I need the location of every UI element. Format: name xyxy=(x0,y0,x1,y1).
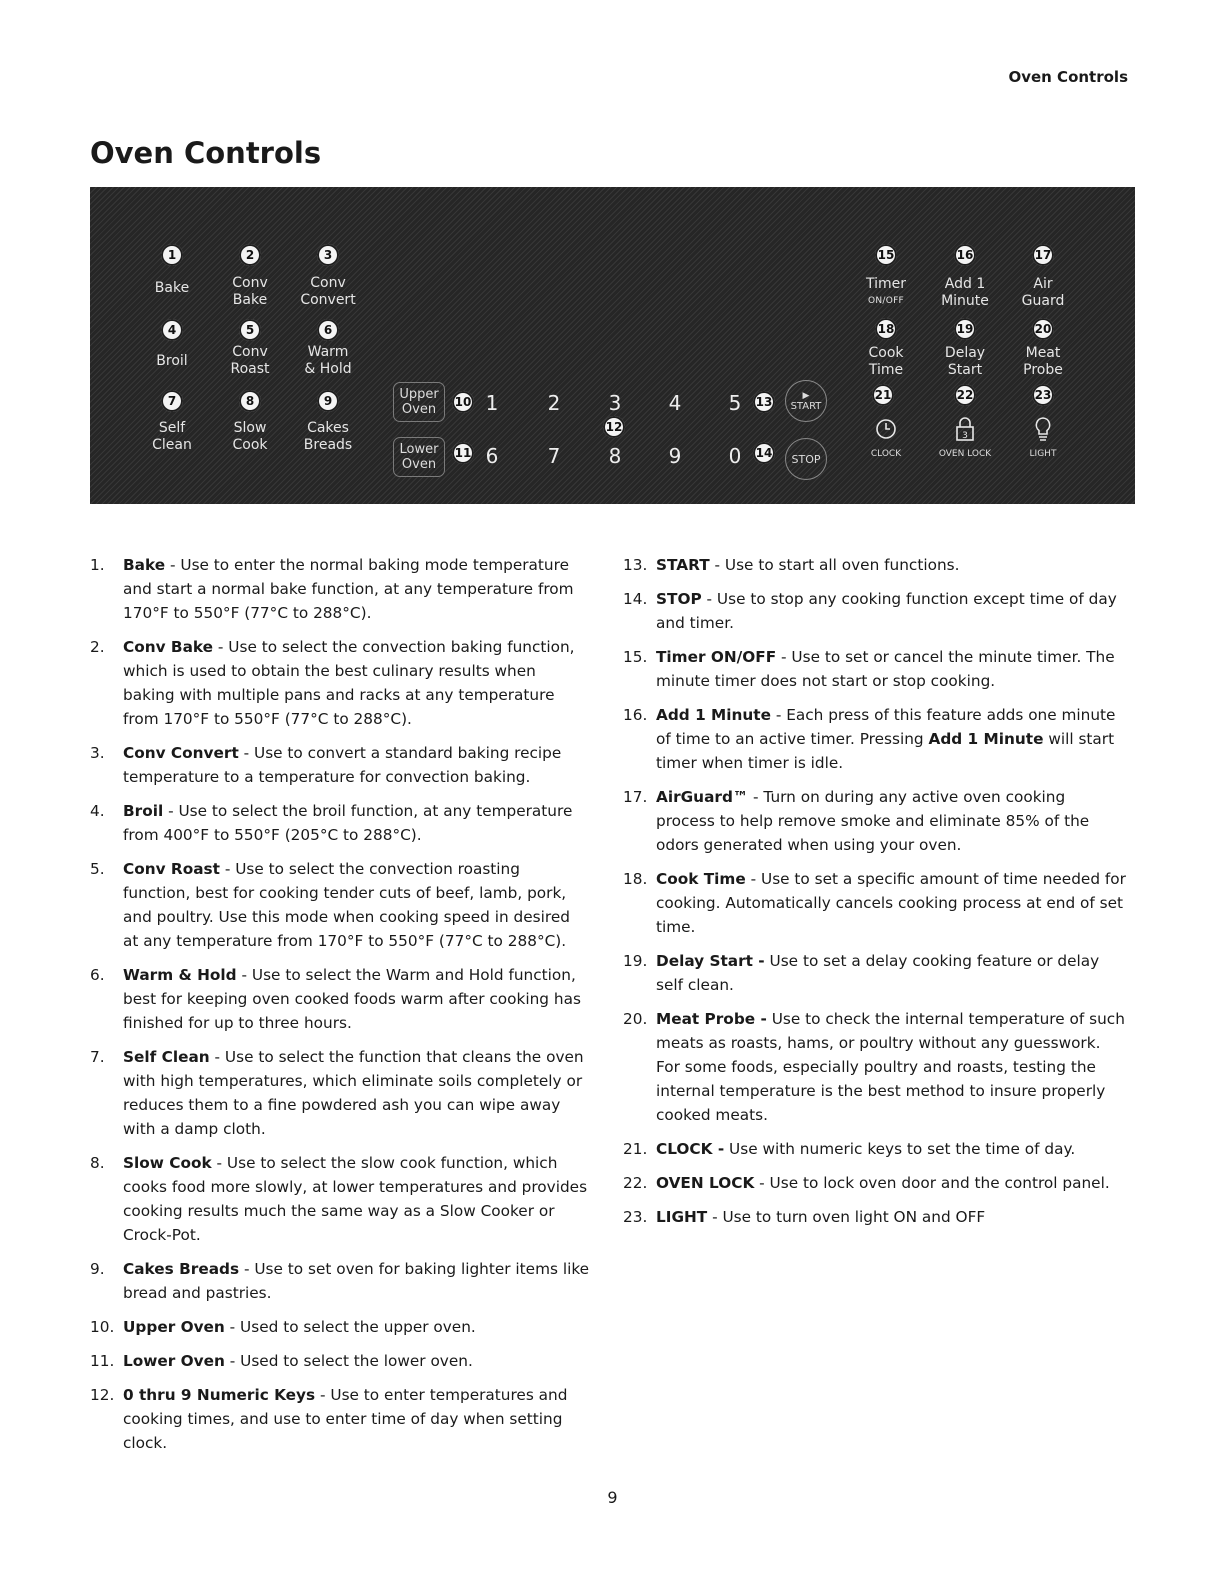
list-item: 18. Cook Time - Use to set a specific amount of time needed for cooking. Automatically cancels cooking process at end of set time. xyxy=(623,870,1126,936)
clock-icon[interactable] xyxy=(875,418,897,440)
start-label: START xyxy=(790,400,822,412)
oven-lock-label: OVEN LOCK xyxy=(938,449,992,459)
key-badge: 2 xyxy=(239,244,261,266)
control-panel-illustration xyxy=(90,187,1135,504)
digit-key[interactable]: 8 xyxy=(608,444,622,468)
start-button[interactable] xyxy=(785,380,827,422)
digit-key[interactable]: 3 xyxy=(608,391,622,415)
broil-key[interactable]: Broil xyxy=(156,353,188,369)
timer-label: Timer xyxy=(865,276,907,292)
list-item: 12. 0 thru 9 Numeric Keys - Use to enter temperatures and cooking times, and use to enter time of day when setting clock. xyxy=(90,1386,568,1452)
list-item: 22. OVEN LOCK - Use to lock oven door and the control panel. xyxy=(623,1174,1110,1192)
list-item: 17. AirGuard™ - Turn on during any active oven cooking process to help remove smoke and eliminate 85% of the odors generated when using your oven. xyxy=(623,788,1090,854)
warm-hold-key[interactable]: Warm & Hold xyxy=(304,344,352,377)
page-number: 9 xyxy=(607,1488,618,1507)
key-badge: 10 xyxy=(452,391,474,413)
lower-oven-key[interactable]: Lower Oven xyxy=(393,437,445,477)
key-badge: 19 xyxy=(954,318,976,340)
upper-oven-key[interactable]: Upper Oven xyxy=(393,382,445,422)
slow-cook-key[interactable]: Slow Cook xyxy=(232,420,268,453)
cakes-breads-key[interactable]: Cakes Breads xyxy=(303,420,353,453)
key-badge: 11 xyxy=(452,442,474,464)
list-item: 13. START - Use to start all oven functions. xyxy=(623,556,960,574)
key-badge: 9 xyxy=(317,390,339,412)
timer-sub-label: ON/OFF xyxy=(867,296,905,306)
page-title: Oven Controls xyxy=(90,136,322,170)
key-badge: 20 xyxy=(1032,318,1054,340)
add-1-minute-key[interactable]: Add 1 Minute xyxy=(941,276,989,309)
self-clean-key[interactable]: Self Clean xyxy=(152,420,192,453)
digit-key[interactable]: 5 xyxy=(728,391,742,415)
delay-start-key[interactable]: Delay Start xyxy=(944,345,986,378)
list-item: 4. Broil - Use to select the broil function, at any temperature from 400°F to 550°F (205°C to 288°C). xyxy=(90,802,573,844)
air-guard-key[interactable]: Air Guard xyxy=(1021,276,1065,309)
list-item: 10. Upper Oven - Used to select the upper oven. xyxy=(90,1318,476,1336)
key-badge: 7 xyxy=(161,390,183,412)
digit-key[interactable]: 2 xyxy=(547,391,561,415)
digit-key[interactable]: 4 xyxy=(668,391,682,415)
bake-key[interactable]: Bake xyxy=(154,280,190,296)
cook-time-key[interactable]: Cook Time xyxy=(868,345,904,378)
list-item: 8. Slow Cook - Use to select the slow cook function, which cooks food more slowly, at lower temperatures and provides cooking results much the same way as a Slow Cooker or Crock-Pot. xyxy=(90,1154,588,1244)
key-badge: 22 xyxy=(954,384,976,406)
key-badge: 14 xyxy=(753,442,775,464)
key-badge: 5 xyxy=(239,319,261,341)
conv-roast-key[interactable]: Conv Roast xyxy=(230,344,270,377)
list-item: 21. CLOCK - Use with numeric keys to set the time of day. xyxy=(623,1140,1076,1158)
key-badge: 4 xyxy=(161,319,183,341)
list-item: 19. Delay Start - Use to set a delay cooking feature or delay self clean. xyxy=(623,952,1100,994)
list-item: 1. Bake - Use to enter the normal baking mode temperature and start a normal bake function, at any temperature from 170°F to 550°F (77°C to 288°C). xyxy=(90,556,574,622)
list-item: 5. Conv Roast - Use to select the convection roasting function, best for cooking tender cuts of beef, lamb, pork, and poultry. Use this mode when cooking speed in desired at any temperature from 170°F to 550°F (77°C to 288°C). xyxy=(90,860,570,950)
list-item: 16. Add 1 Minute - Each press of this feature adds one minute of time to an active timer. Pressing Add 1 Minute will start timer when timer is idle. xyxy=(623,706,1116,772)
play-icon: ▶ xyxy=(802,390,810,401)
lock-icon[interactable] xyxy=(954,416,976,442)
list-item: 2. Conv Bake - Use to select the convection baking function, which is used to obtain the best culinary results when baking with multiple pans and racks at any temperature from 170°F to 550°F (77°C to 288°C). xyxy=(90,638,575,728)
stop-button[interactable] xyxy=(785,438,827,480)
digit-key[interactable]: 7 xyxy=(547,444,561,468)
key-badge: 12 xyxy=(603,416,625,438)
list-item: 23. LIGHT - Use to turn oven light ON and OFF xyxy=(623,1208,986,1226)
list-item: 14. STOP - Use to stop any cooking function except time of day and timer. xyxy=(623,590,1117,632)
digit-key[interactable]: 1 xyxy=(485,391,499,415)
controls-list-left xyxy=(90,553,590,1465)
controls-list-right xyxy=(623,553,1128,1239)
svg-text:3: 3 xyxy=(962,431,968,441)
key-badge: 6 xyxy=(317,319,339,341)
light-label: LIGHT xyxy=(1029,449,1057,459)
conv-bake-key[interactable]: Conv Bake xyxy=(232,275,268,308)
bulb-icon[interactable] xyxy=(1034,416,1052,442)
list-item: 20. Meat Probe - Use to check the internal temperature of such meats as roasts, hams, or poultry without any guesswork. For some foods, especially poultry and roasts, testing the internal temperature is the best method to insure properly cooked meats. xyxy=(623,1010,1125,1124)
key-badge: 21 xyxy=(872,384,894,406)
key-badge: 16 xyxy=(954,244,976,266)
running-header: Oven Controls xyxy=(1008,68,1128,86)
digit-key[interactable]: 0 xyxy=(728,444,742,468)
conv-convert-key[interactable]: Conv Convert xyxy=(300,275,356,308)
list-item: 3. Conv Convert - Use to convert a standard baking recipe temperature to a temperature for convection baking. xyxy=(90,744,562,786)
key-badge: 3 xyxy=(317,244,339,266)
key-badge: 17 xyxy=(1032,244,1054,266)
list-item: 11. Lower Oven - Used to select the lower oven. xyxy=(90,1352,473,1370)
key-badge: 1 xyxy=(161,244,183,266)
list-item: 15. Timer ON/OFF - Use to set or cancel the minute timer. The minute timer does not start or stop cooking. xyxy=(623,648,1115,690)
stop-label: STOP xyxy=(791,452,821,466)
digit-key[interactable]: 9 xyxy=(668,444,682,468)
digit-key[interactable]: 6 xyxy=(485,444,499,468)
key-badge: 8 xyxy=(239,390,261,412)
list-item: 7. Self Clean - Use to select the function that cleans the oven with high temperatures, which eliminate soils completely or reduces them to a fine powdered ash you can wipe away with a damp cloth. xyxy=(90,1048,584,1138)
key-badge: 15 xyxy=(875,244,897,266)
key-badge: 23 xyxy=(1032,384,1054,406)
timer-key[interactable] xyxy=(866,276,906,310)
list-item: 6. Warm & Hold - Use to select the Warm and Hold function, best for keeping oven cooked foods warm after cooking has finished for up to three hours. xyxy=(90,966,581,1032)
key-badge: 13 xyxy=(753,391,775,413)
list-item: 9. Cakes Breads - Use to set oven for baking lighter items like bread and pastries. xyxy=(90,1260,590,1302)
key-badge: 18 xyxy=(875,318,897,340)
meat-probe-key[interactable]: Meat Probe xyxy=(1023,345,1063,378)
clock-label: CLOCK xyxy=(870,449,902,459)
